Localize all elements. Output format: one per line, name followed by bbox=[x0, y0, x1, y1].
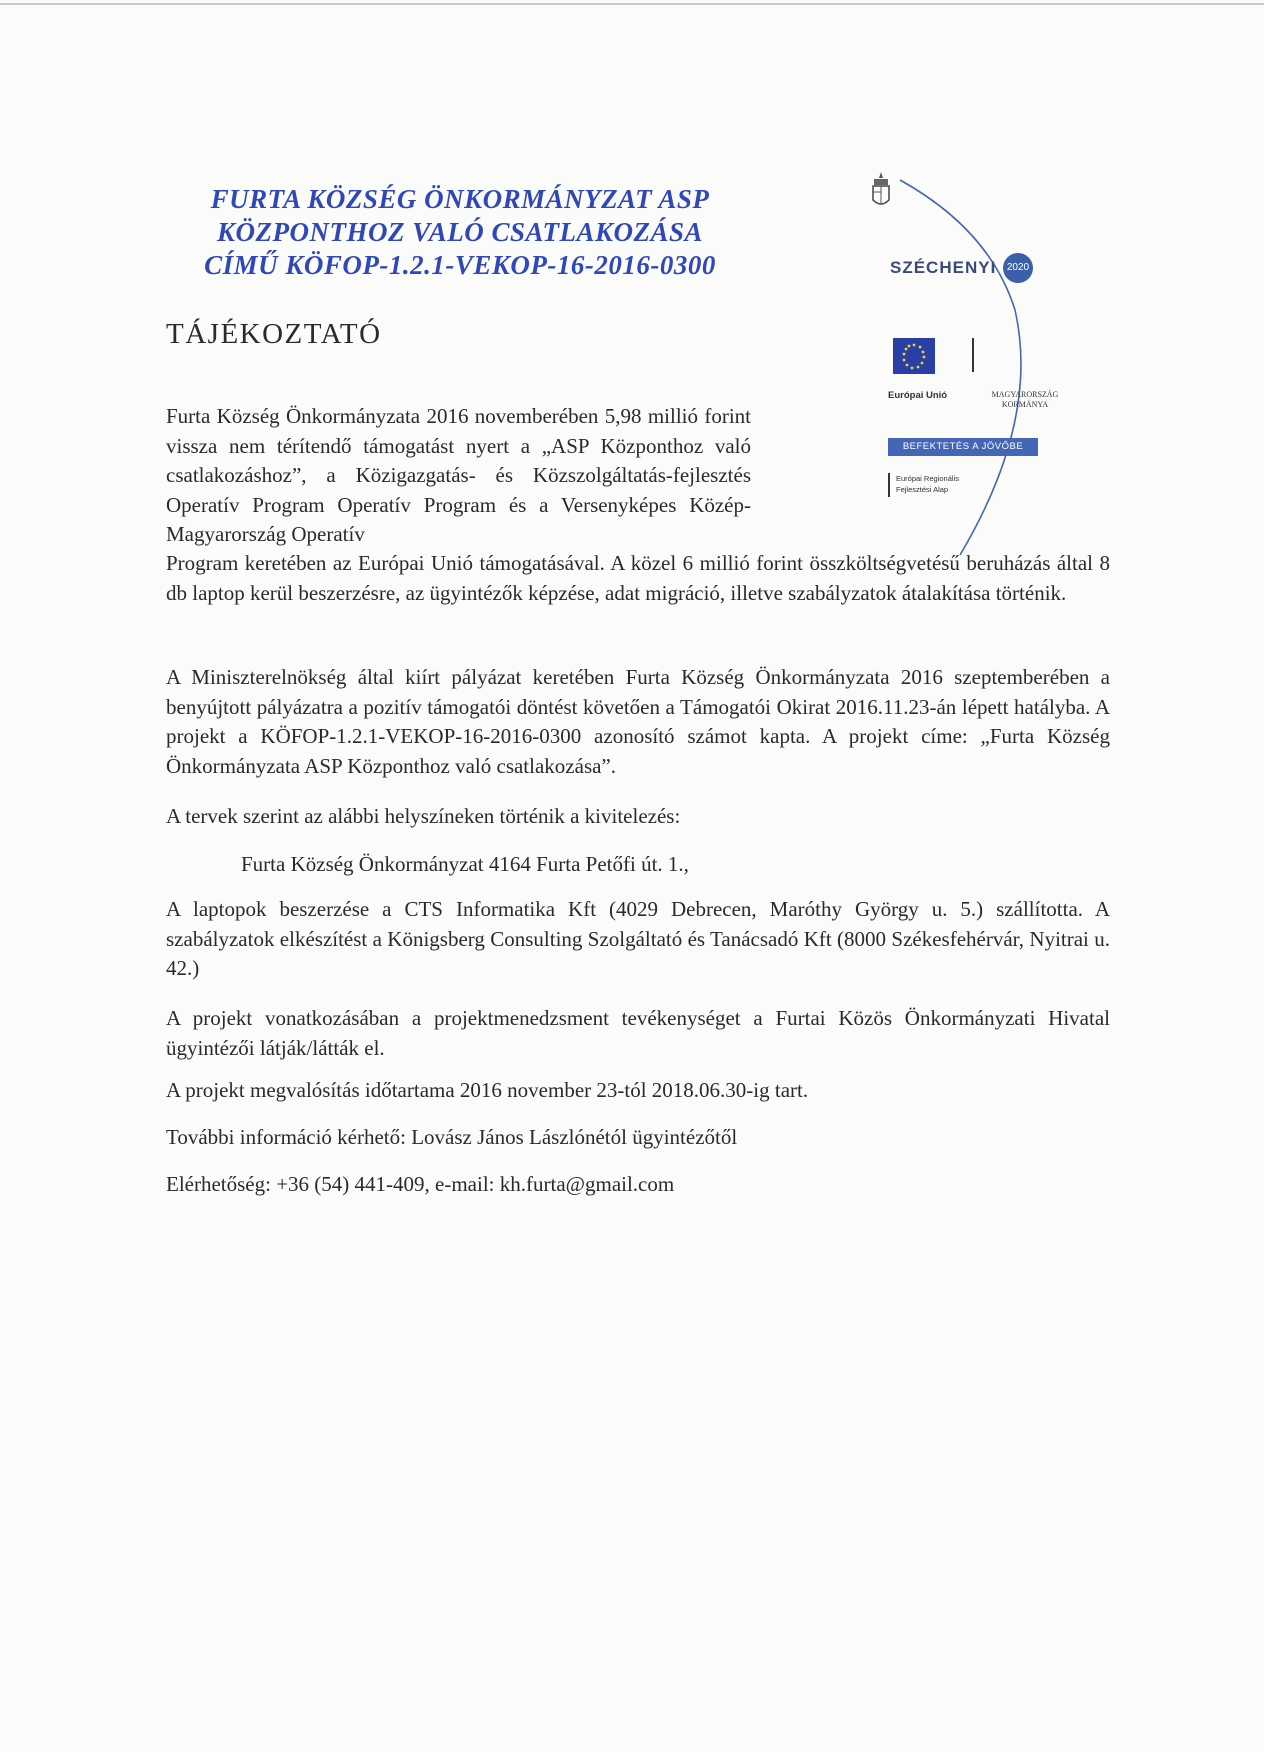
paragraph-3: A tervek szerint az alábbi helyszíneken történik a kivitelezés: bbox=[166, 804, 681, 828]
paragraph-8: További információ kérhető: Lovász János Lászlónétól ügyintézőtől bbox=[166, 1125, 738, 1149]
title-line-1: FURTA KÖZSÉG ÖNKORMÁNYZAT ASP bbox=[210, 184, 710, 214]
szechenyi-2020-logo bbox=[870, 170, 1090, 560]
document-subtitle: TÁJÉKOZTATÓ bbox=[166, 318, 382, 350]
gov-label-line-1: MAGYARORSZÁG bbox=[991, 390, 1059, 399]
paragraph-2: A Miniszterelnökség által kiírt pályázat keretében Furta Község Önkormányzata 2016 szeptemberében a benyújtott pályázatra a pozitív támogatói döntést követően a Támogatói Okirat 2016.11.23-án lépett hatályba. A projekt a KÖFOP-1.2.1-VEKOP-16-2016-0300 azonosító számot kapta. A projekt címe: „Furta Község Önkormányzata ASP Központhoz való csatlakozása”. bbox=[166, 665, 1110, 778]
gov-label bbox=[980, 390, 1070, 410]
paragraph-5: A laptopok beszerzése a CTS Informatika Kft (4029 Debrecen, Maróthy György u. 5.) szállította. A szabályzatok elkészítést a Königsberg Consulting Szolgáltató és Tanácsadó Kft (8000 Székesfehérvár, Nyitrai u. 42.) bbox=[166, 897, 1110, 980]
logo-divider bbox=[972, 338, 974, 372]
eu-label: Európai Unió bbox=[888, 390, 948, 401]
erdf-label-line-1: Európai Regionális bbox=[896, 474, 959, 483]
document-title bbox=[160, 183, 760, 282]
szechenyi-badge: 2020 bbox=[1003, 253, 1033, 283]
paragraph-7: A projekt megvalósítás időtartama 2016 november 23-tól 2018.06.30-ig tart. bbox=[166, 1078, 809, 1102]
eu-stars-icon bbox=[893, 338, 935, 374]
title-line-3: CÍMŰ KÖFOP-1.2.1-VEKOP-16-2016-0300 bbox=[204, 250, 716, 280]
erdf-divider bbox=[888, 473, 890, 497]
location-line: Furta Község Önkormányzat 4164 Furta Petőfi út. 1., bbox=[241, 852, 689, 876]
hungary-crest-icon bbox=[870, 170, 892, 210]
szechenyi-text: SZÉCHENYI bbox=[890, 258, 997, 277]
invest-future-bar: BEFEKTETÉS A JÖVŐBE bbox=[888, 438, 1038, 456]
paragraph-1-continued: Program keretében az Európai Unió támogatásával. A közel 6 millió forint összköltségvetésű beruházás által 8 db laptop kerül beszerzésre, az ügyintézők képzése, adat migráció, illetve szabályzatok átalakítása történik. bbox=[166, 551, 1110, 605]
erdf-label-line-2: Fejlesztési Alap bbox=[896, 485, 949, 494]
erdf-label bbox=[896, 473, 959, 495]
top-scan-edge bbox=[0, 3, 1264, 5]
title-line-2: KÖZPONTHOZ VALÓ CSATLAKOZÁSA bbox=[216, 217, 704, 247]
paragraph-1-intro: Furta Község Önkormányzata 2016 novemberében 5,98 millió forint vissza nem térítendő támogatást nyert a „ASP Központhoz való csatlakozáshoz”, a Közigazgatás- és Közszolgáltatás-fejlesztés Operatív Program Operatív Program és a Versenyképes Közép-Magyarország Operatív bbox=[166, 404, 751, 546]
contact-line: Elérhetőség: +36 (54) 441-409, e-mail: kh.furta@gmail.com bbox=[166, 1172, 675, 1196]
eu-flag-icon bbox=[893, 338, 935, 374]
paragraph-6: A projekt vonatkozásában a projektmenedzsment tevékenységet a Furtai Közös Önkormányzati Hivatal ügyintézői látják/látták el. bbox=[166, 1006, 1110, 1060]
gov-label-line-2: KORMÁNYA bbox=[1001, 400, 1049, 409]
